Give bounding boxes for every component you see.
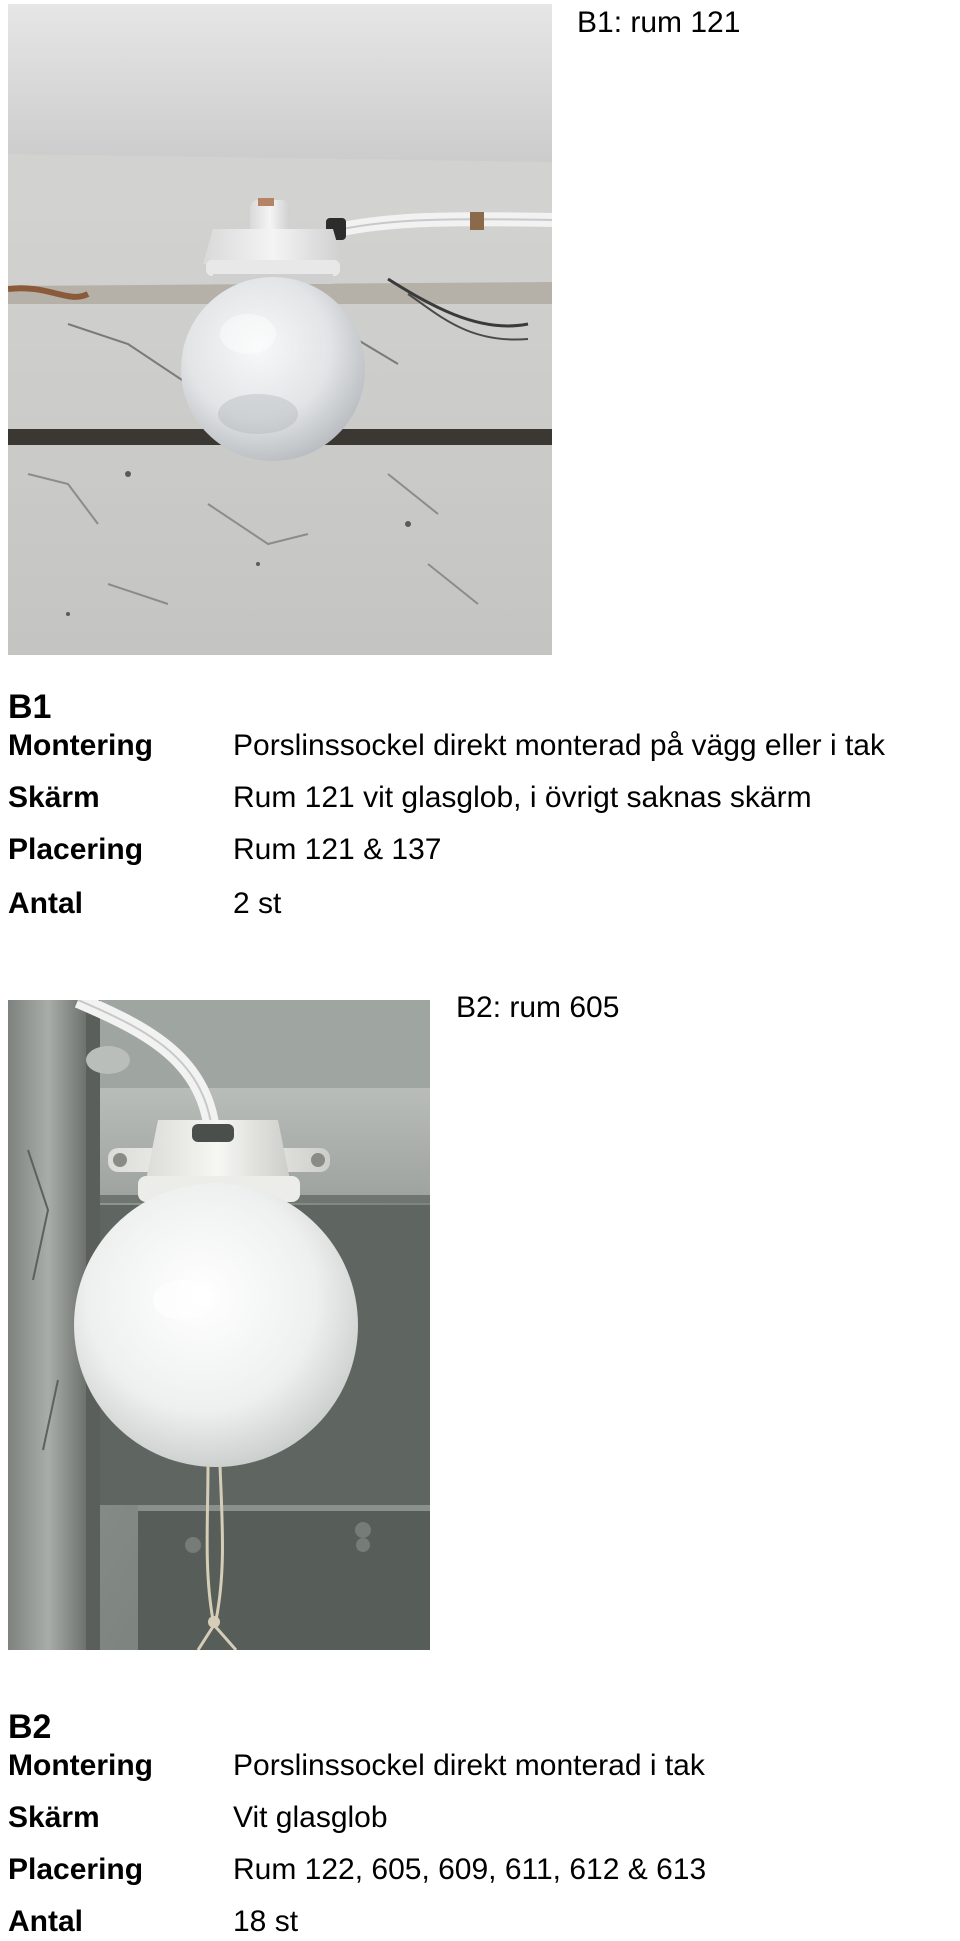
photo-caption-b1: B1: rum 121 [577,6,741,39]
spec-row-montering-b1 [8,728,958,764]
spec-label: Placering [8,833,144,866]
spec-row-skarm-b1 [8,780,958,816]
spec-row-montering-b2 [8,1748,958,1784]
fixture-code-b1: B1 [8,688,52,726]
spec-label: Montering [8,729,153,762]
spec-row-antal-b1 [8,886,958,922]
spec-value: 18 st [233,1905,299,1938]
spec-label: Placering [8,1853,144,1886]
spec-label: Antal [8,887,83,920]
spec-value: Rum 121 & 137 [233,833,442,866]
photo-caption-b2: B2: rum 605 [456,991,620,1024]
spec-value: Porslinssockel direkt monterad på vägg eller i tak [233,729,885,762]
photo-b1 [8,4,552,655]
spec-label: Montering [8,1749,153,1782]
fixture-code-b2: B2 [8,1708,52,1746]
spec-row-placering-b1 [8,832,958,868]
spec-row-placering-b2 [8,1852,958,1888]
spec-value: Porslinssockel direkt monterad i tak [233,1749,705,1782]
spec-value: Rum 122, 605, 609, 611, 612 & 613 [233,1853,707,1886]
spec-value: Vit glasglob [233,1801,388,1834]
spec-row-antal-b2 [8,1904,958,1940]
photo-b2 [8,1000,430,1650]
spec-value: 2 st [233,887,282,920]
spec-label: Skärm [8,781,100,814]
spec-row-skarm-b2 [8,1800,958,1836]
spec-label: Skärm [8,1801,100,1834]
spec-value: Rum 121 vit glasglob, i övrigt saknas skärm [233,781,812,814]
spec-label: Antal [8,1905,83,1938]
